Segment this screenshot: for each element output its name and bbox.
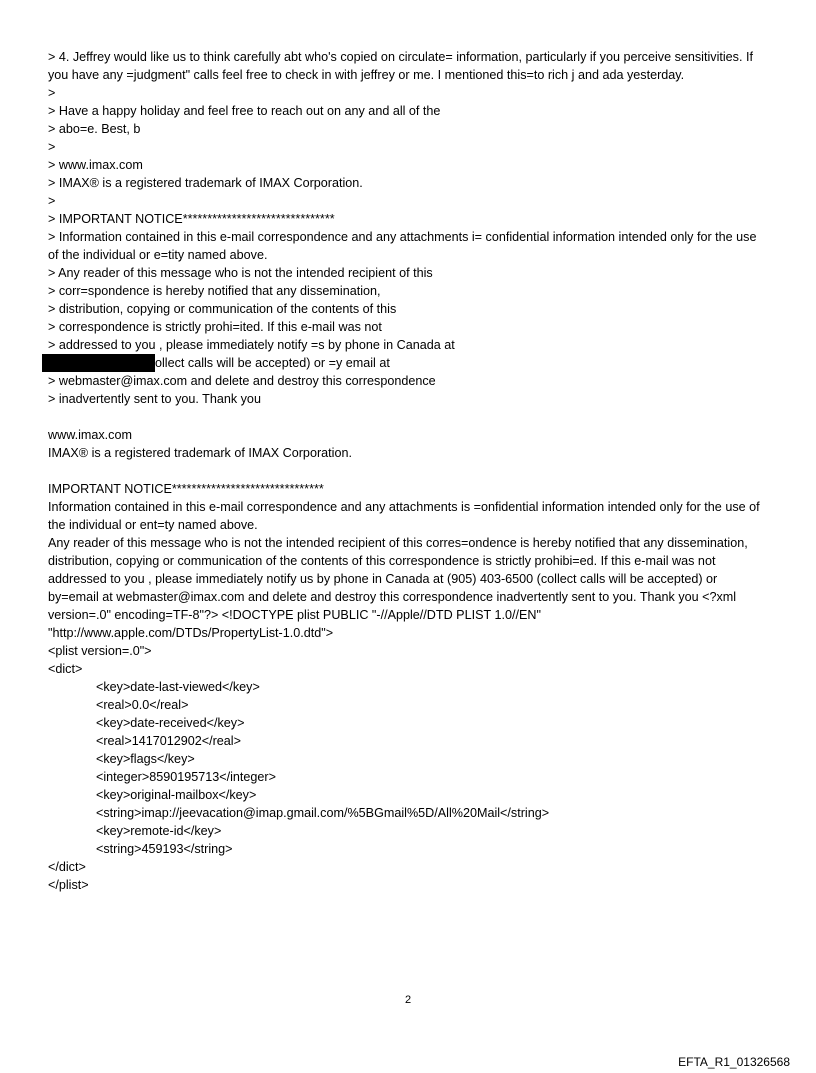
redacted-line-text: ollect calls will be accepted) or =y email at — [155, 356, 390, 370]
quoted-line: > Have a happy holiday and feel free to reach out on any and all of the — [48, 104, 441, 118]
quoted-line: > Information contained in this e-mail correspondence and any attachments i= confidential information intended only for the use of the individual or e=tity named above. — [48, 230, 760, 262]
dict-close-tag: </dict> — [48, 860, 86, 874]
spacer — [48, 462, 768, 480]
footer-site: www.imax.com — [48, 428, 132, 442]
quoted-reply-block — [48, 48, 768, 354]
plist-open-tag: <plist version=.0"> — [48, 644, 152, 658]
document-body — [48, 48, 768, 894]
quoted-line: > correspondence is strictly prohi=ited. If this e-mail was not — [48, 320, 382, 334]
quoted-line: > IMPORTANT NOTICE******************************* — [48, 212, 335, 226]
quoted-line: > abo=e. Best, b — [48, 122, 141, 136]
redaction-box — [42, 354, 155, 372]
notice-paragraph-2: Any reader of this message who is not the intended recipient of this corres=ondence is hereby notified that any dissemination, distribution, copying or communication of the contents of this correspondence is strictly prohibi=ed. If this e-mail was not addressed to you , please immediately notify us by phone in Canada at (905) 403-6500 (collect calls will be accepted) or by=email at webmaster@imax.com and delete and destroy this correspondence inadvertently sent to you. Thank you <?xml version=.0" encoding=TF-8"?> <!DOCTYPE plist PUBLIC "-//Apple//DTD PLIST 1.0//EN" "http://www.apple.com/DTDs/PropertyList-1.0.dtd"> — [48, 536, 752, 640]
dict-entry-line: <integer>8590195713</integer> — [96, 770, 276, 784]
quoted-line: > inadvertently sent to you. Thank you — [48, 392, 261, 406]
dict-entry-line: <real>0.0</real> — [96, 698, 189, 712]
dict-entry-line: <key>date-received</key> — [96, 716, 245, 730]
quoted-line: > 4. Jeffrey would like us to think carefully abt who's copied on circulate= information, particularly if you perceive sensitivities. If you have any =judgment" calls feel free to check in with jeffrey or me. I mentioned this=to rich j and ada yesterday. — [48, 50, 757, 82]
quoted-line: > Any reader of this message who is not the intended recipient of this — [48, 266, 433, 280]
dict-entries — [48, 678, 768, 858]
quoted-line: > corr=spondence is hereby notified that any dissemination, — [48, 284, 381, 298]
dict-entry-line: <key>date-last-viewed</key> — [96, 680, 260, 694]
dict-entry-line: <key>original-mailbox</key> — [96, 788, 257, 802]
dict-entry-line: <string>459193</string> — [96, 842, 233, 856]
quoted-line: > webmaster@imax.com and delete and destroy this correspondence — [48, 374, 436, 388]
dict-entry-line: <real>1417012902</real> — [96, 734, 241, 748]
page-number: 2 — [404, 994, 412, 1006]
quoted-line: > www.imax.com — [48, 158, 143, 172]
redacted-line — [48, 354, 768, 372]
bates-number: EFTA_R1_01326568 — [678, 1055, 790, 1069]
plist-close-tag: </plist> — [48, 878, 89, 892]
quoted-reply-tail — [48, 372, 768, 408]
quoted-line: > IMAX® is a registered trademark of IMAX Corporation. — [48, 176, 363, 190]
quoted-line: > — [48, 194, 56, 208]
dict-entry-line: <key>flags</key> — [96, 752, 195, 766]
quoted-line: > — [48, 140, 56, 154]
spacer — [48, 408, 768, 426]
notice-heading: IMPORTANT NOTICE******************************* — [48, 482, 324, 496]
quoted-line: > addressed to you , please immediately notify =s by phone in Canada at — [48, 338, 455, 352]
dict-entry-line: <key>remote-id</key> — [96, 824, 222, 838]
footer-trademark: IMAX® is a registered trademark of IMAX Corporation. — [48, 446, 352, 460]
quoted-line: > — [48, 86, 56, 100]
notice-paragraph-1: Information contained in this e-mail correspondence and any attachments is =onfidential information intended only for the use of the individual or ent=ty named above. — [48, 500, 764, 532]
dict-open-tag: <dict> — [48, 662, 83, 676]
dict-entry-line: <string>imap://jeevacation@imap.gmail.com/%5BGmail%5D/All%20Mail</string> — [96, 806, 550, 820]
quoted-line: > distribution, copying or communication of the contents of this — [48, 302, 397, 316]
